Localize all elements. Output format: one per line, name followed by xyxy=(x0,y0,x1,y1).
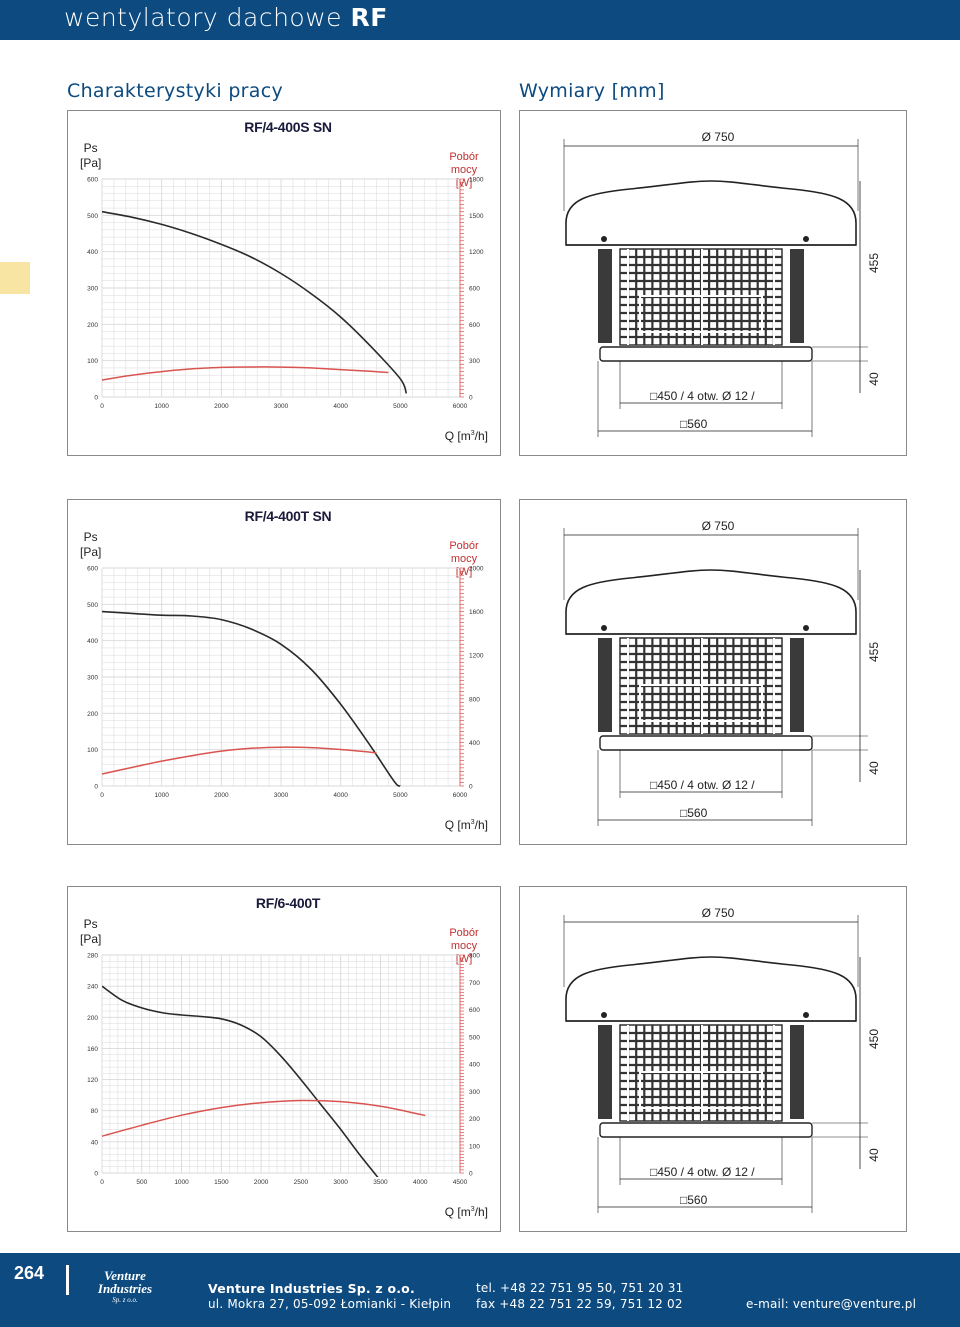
side-post xyxy=(790,1025,804,1119)
x-tick-label: 3500 xyxy=(373,1179,388,1186)
y-right-tick-label: 600 xyxy=(469,1007,480,1014)
ps-axis-label: Ps [Pa] xyxy=(80,530,102,559)
x-tick-label: 4000 xyxy=(333,403,348,410)
bolt xyxy=(601,1012,607,1018)
x-tick-label: 5000 xyxy=(393,403,408,410)
x-tick-label: 1500 xyxy=(214,1179,229,1186)
height-label: 455 xyxy=(867,641,881,663)
chart-title: RF/6-400T xyxy=(255,895,321,911)
side-post xyxy=(790,638,804,732)
x-tick-label: 2000 xyxy=(214,792,229,799)
power-curve xyxy=(102,747,377,774)
y-left-tick-label: 80 xyxy=(90,1108,98,1116)
chart-plot xyxy=(68,949,502,1201)
width-label: □560 xyxy=(680,806,708,820)
header-bar xyxy=(0,0,960,40)
x-tick-label: 2000 xyxy=(214,403,229,410)
side-post xyxy=(598,1025,612,1119)
x-tick-label: 0 xyxy=(100,403,104,410)
y-right-tick-label: 400 xyxy=(469,739,480,747)
bolt xyxy=(803,625,809,631)
chart-plot xyxy=(68,173,502,425)
email-link[interactable]: e-mail: venture@venture.pl xyxy=(746,1297,917,1311)
x-tick-label: 2500 xyxy=(293,1179,309,1186)
x-tick-label: 4000 xyxy=(333,792,348,799)
ps-axis-label: Ps [Pa] xyxy=(80,141,102,170)
diameter-label: Ø 750 xyxy=(701,519,735,533)
power-axis-label: Pobór mocy [W] xyxy=(449,927,479,965)
q-axis-label: Q $[m^3/h]$ xyxy=(444,818,488,832)
y-left-tick-label: 200 xyxy=(87,1014,98,1022)
y-right-tick-label: 1200 xyxy=(469,652,484,660)
fan-dome-cap xyxy=(566,957,856,1021)
x-tick-label: 1000 xyxy=(174,1179,189,1186)
y-left-tick-label: 600 xyxy=(87,565,98,573)
x-tick-label: 3000 xyxy=(273,403,289,410)
x-tick-label: 0 xyxy=(100,1179,104,1186)
x-tick-label: 5000 xyxy=(393,792,408,799)
holes-label: □450 / 4 otw. Ø 12 / xyxy=(650,1165,755,1179)
y-left-tick-label: 400 xyxy=(87,249,98,257)
y-right-tick-label: 1200 xyxy=(469,249,484,257)
company-name: Venture Industries Sp. z o.o. xyxy=(208,1281,415,1296)
height-label: 455 xyxy=(867,252,881,274)
bolt xyxy=(803,1012,809,1018)
base-height-label: 40 xyxy=(867,761,881,775)
y-right-tick-label: 0 xyxy=(469,1170,473,1178)
y-right-tick-label: 1500 xyxy=(469,212,484,220)
chart-title: RF/4-400T SN xyxy=(244,508,332,524)
y-right-tick-label: 800 xyxy=(469,952,480,960)
q-axis-label: Q $[m^3/h]$ xyxy=(444,1205,488,1219)
x-tick-label: 3000 xyxy=(333,1179,348,1186)
y-right-tick-label: 300 xyxy=(469,358,480,366)
side-post xyxy=(598,249,612,343)
pressure-curve xyxy=(102,986,384,1189)
y-right-tick-label: 500 xyxy=(469,1034,480,1042)
page-number-divider xyxy=(66,1265,69,1295)
x-tick-label: 1000 xyxy=(154,792,169,799)
y-left-tick-label: 400 xyxy=(87,638,98,646)
y-left-tick-label: 600 xyxy=(87,176,98,184)
y-left-tick-label: 300 xyxy=(87,674,98,682)
chart-title: RF/4-400S SN xyxy=(244,119,332,135)
charts-section-title: Charakterystyki pracy xyxy=(67,80,284,102)
y-right-tick-label: 0 xyxy=(469,783,473,791)
ps-axis-label: Ps [Pa] xyxy=(80,917,102,946)
base-plate xyxy=(600,1123,812,1137)
chart-panel-1 xyxy=(67,110,501,456)
dimensions-section-title: Wymiary [mm] xyxy=(519,80,665,102)
dimension-panel-1 xyxy=(519,110,907,456)
y-right-tick-label: 1800 xyxy=(469,176,484,184)
y-left-tick-label: 160 xyxy=(87,1045,98,1053)
y-right-tick-label: 100 xyxy=(469,1143,480,1151)
base-height-label: 40 xyxy=(867,1148,881,1162)
power-axis-label: Pobór mocy [W] xyxy=(449,540,479,578)
page-number: 264 xyxy=(14,1263,45,1283)
y-left-tick-label: 0 xyxy=(94,1170,98,1178)
y-right-tick-label: 0 xyxy=(469,394,473,402)
x-tick-label: 1000 xyxy=(154,403,169,410)
y-right-tick-label: 400 xyxy=(469,1061,480,1069)
diameter-label: Ø 750 xyxy=(701,130,735,144)
y-right-tick-label: 600 xyxy=(469,321,480,329)
side-post xyxy=(598,638,612,732)
y-left-tick-label: 200 xyxy=(87,321,98,329)
chart-panel-3 xyxy=(67,886,501,1232)
y-left-tick-label: 40 xyxy=(90,1139,98,1147)
y-right-tick-label: 700 xyxy=(469,979,480,987)
fan-dimension-drawing xyxy=(520,887,908,1233)
x-tick-label: 4500 xyxy=(452,1179,468,1186)
y-left-tick-label: 100 xyxy=(87,358,98,366)
y-left-tick-label: 200 xyxy=(87,710,98,718)
base-height-label: 40 xyxy=(867,372,881,386)
chart-panel-2 xyxy=(67,499,501,845)
base-plate xyxy=(600,347,812,361)
y-right-tick-label: 800 xyxy=(469,696,480,704)
fax-numbers: fax +48 22 751 22 59, 751 12 02 xyxy=(476,1297,683,1311)
phone-numbers: tel. +48 22 751 95 50, 751 20 31 xyxy=(476,1281,684,1295)
bolt xyxy=(601,625,607,631)
dimension-panel-2 xyxy=(519,499,907,845)
holes-label: □450 / 4 otw. Ø 12 / xyxy=(650,778,755,792)
width-label: □560 xyxy=(680,417,708,431)
y-left-tick-label: 240 xyxy=(87,983,98,991)
height-label: 450 xyxy=(867,1028,881,1050)
x-tick-label: 2000 xyxy=(253,1179,269,1186)
y-left-tick-label: 280 xyxy=(87,952,98,960)
power-curve xyxy=(102,1100,425,1136)
fan-dome-cap xyxy=(566,181,856,245)
side-tab-marker xyxy=(0,262,30,294)
y-left-tick-label: 500 xyxy=(87,601,98,609)
x-tick-label: 6000 xyxy=(452,792,468,799)
chart-plot xyxy=(68,562,502,814)
fan-dome-cap xyxy=(566,570,856,634)
y-left-tick-label: 500 xyxy=(87,212,98,220)
x-tick-label: 3000 xyxy=(273,792,289,799)
page-title: wentylatory dachowe RF xyxy=(64,3,388,32)
power-axis-label: Pobór mocy [W] xyxy=(449,151,479,189)
fan-dimension-drawing xyxy=(520,500,908,846)
bolt xyxy=(601,236,607,242)
side-post xyxy=(790,249,804,343)
y-left-tick-label: 300 xyxy=(87,285,98,293)
y-right-tick-label: 200 xyxy=(469,1116,480,1123)
width-label: □560 xyxy=(680,1193,708,1207)
y-left-tick-label: 0 xyxy=(94,394,98,402)
base-plate xyxy=(600,736,812,750)
holes-label: □450 / 4 otw. Ø 12 / xyxy=(650,389,755,403)
y-right-tick-label: 300 xyxy=(469,1088,480,1096)
y-left-tick-label: 120 xyxy=(87,1077,98,1085)
footer xyxy=(0,1253,960,1327)
y-left-tick-label: 100 xyxy=(87,747,98,755)
dimension-panel-3 xyxy=(519,886,907,1232)
y-left-tick-label: 0 xyxy=(94,783,98,791)
diameter-label: Ø 750 xyxy=(701,906,735,920)
x-tick-label: 6000 xyxy=(452,403,468,410)
y-right-tick-label: 2000 xyxy=(469,565,484,573)
x-tick-label: 4000 xyxy=(412,1179,428,1186)
y-right-tick-label: 600 xyxy=(469,285,480,293)
x-tick-label: 0 xyxy=(100,792,104,799)
company-address: ul. Mokra 27, 05-092 Łomianki - Kiełpin xyxy=(208,1297,452,1311)
bolt xyxy=(803,236,809,242)
x-tick-label: 500 xyxy=(136,1179,148,1186)
q-axis-label: Q $[m^3/h]$ xyxy=(444,429,488,443)
y-right-tick-label: 1600 xyxy=(469,609,484,617)
company-logo: Venture Industries Sp. z o.o. xyxy=(97,1268,153,1304)
fan-dimension-drawing xyxy=(520,111,908,457)
